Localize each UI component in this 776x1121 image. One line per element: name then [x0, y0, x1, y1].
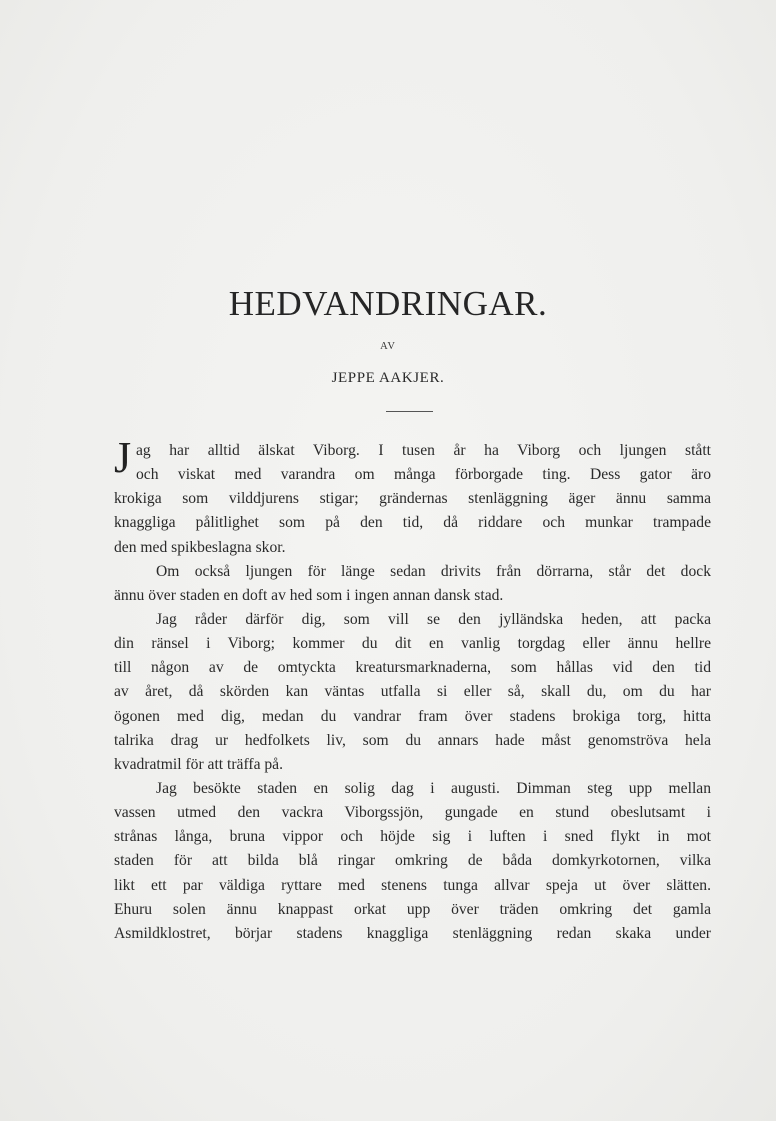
divider-rule [386, 411, 433, 412]
byline-av: AV [380, 341, 396, 352]
text-line: Asmildklostret, börjar stadens knaggliga stenläggning redan skaka under [114, 924, 711, 942]
drop-cap: J [114, 433, 132, 482]
text-line: av året, då skörden kan väntas utfalla si eller så, skall du, om du har [114, 683, 711, 701]
text-line: vassen utmed den vackra Viborgssjön, gungade en stund obeslutsamt i [114, 804, 711, 822]
text-line: till någon av de omtyckta kreatursmarknaderna, som hållas vid den tid [114, 659, 711, 677]
text-line: ögonen med dig, medan du vandrar fram över stadens brokiga torg, hitta [114, 707, 711, 725]
text-line: staden för att bilda blå ringar omkring de båda domkyrkotornen, vilka [114, 852, 711, 870]
text-line: kvadratmil för att träffa på. [114, 755, 284, 773]
text-line: ännu över staden en doft av hed som i ingen annan dansk stad. [114, 586, 504, 604]
body-text [114, 439, 711, 946]
text-line: Om också ljungen för länge sedan drivits från dörrarna, står det dock [156, 562, 711, 580]
text-line: din ränsel i Viborg; kommer du dit en vanlig torgdag eller ännu hellre [114, 635, 711, 653]
text-line: talrika drag ur hedfolkets liv, som du annars hade måst genomströva hela [114, 731, 711, 749]
text-line: ag har alltid älskat Viborg. I tusen år ha Viborg och ljungen stått [136, 442, 711, 459]
chapter-title: HEDVANDRINGAR. [228, 284, 548, 323]
text-line: den med spikbeslagna skor. [114, 538, 286, 556]
text-line: strånas långa, bruna vippor och höjde sig i luften i sned flykt in mot [114, 828, 711, 846]
text-line: Ehuru solen ännu knappast orkat upp över träden omkring det gamla [114, 900, 711, 918]
author-name: JEPPE AAKJER. [331, 370, 445, 386]
text-line: krokiga som vilddjurens stigar; grändernas stenläggning äger ännu samma [114, 490, 711, 508]
text-line: likt ett par väldiga ryttare med stenens tunga allvar speja ut över slätten. [114, 876, 711, 894]
text-line: knaggliga pålitlighet som på den tid, då riddare och munkar trampade [114, 514, 711, 532]
text-line: Jag råder därför dig, som vill se den jylländska heden, att packa [156, 610, 711, 628]
text-line: och viskat med varandra om många förborgade ting. Dess gator äro [136, 466, 711, 484]
text-line: Jag besökte staden en solig dag i augusti. Dimman steg upp mellan [156, 779, 711, 797]
